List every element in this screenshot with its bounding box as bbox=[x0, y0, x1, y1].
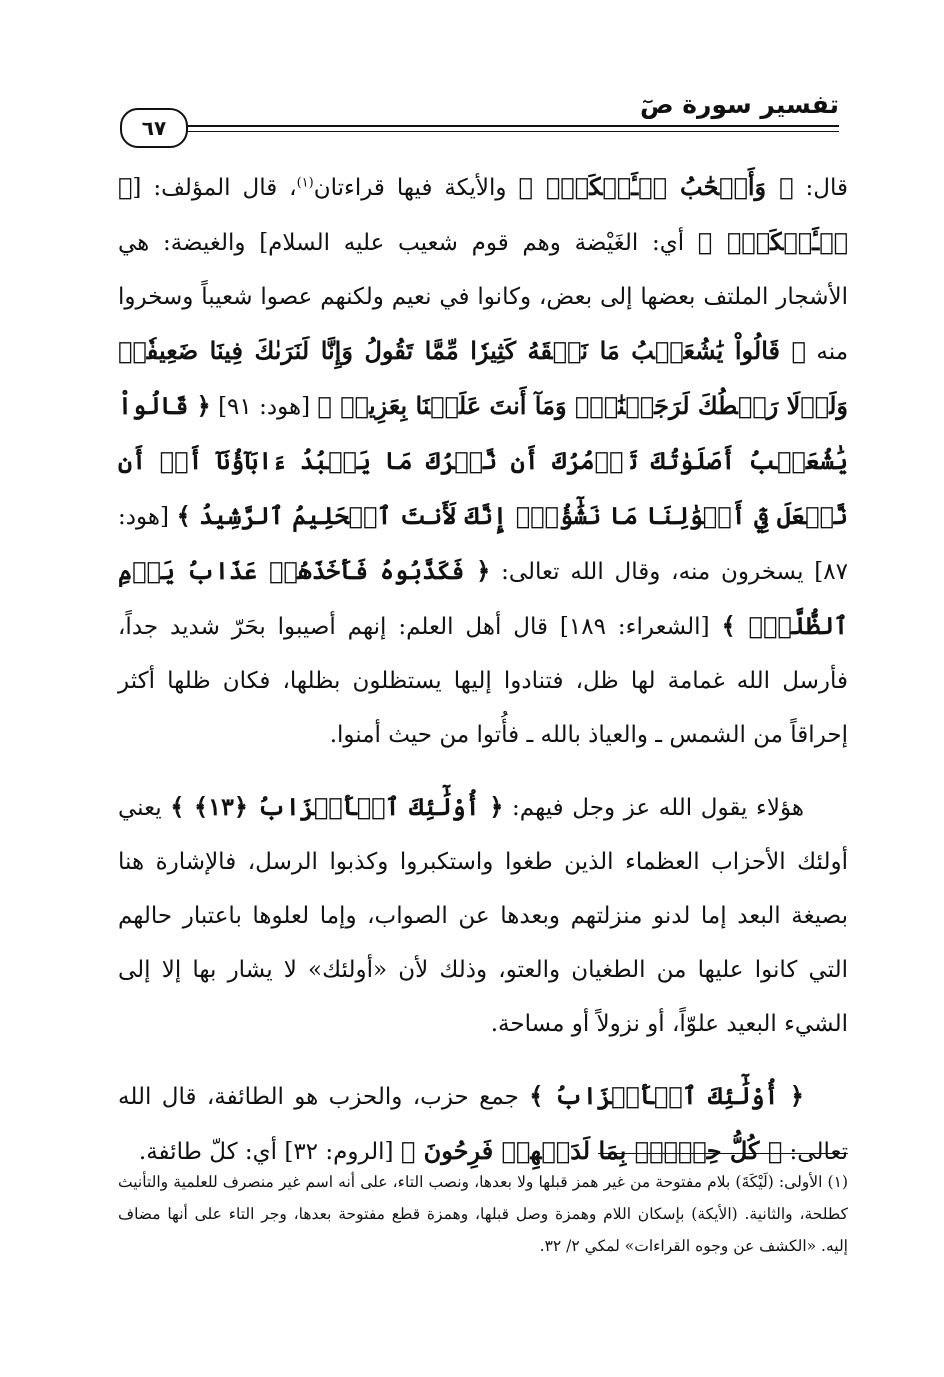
text-span: [الروم: ٣٢] أي: كلّ طائفة. bbox=[138, 1139, 401, 1165]
header-rule bbox=[182, 125, 839, 127]
text-span: أي: الغَيْضة وهم قوم شعيب عليه السلام] والغيضة: هي الأشجار الملتف بعضها إلى بعض، وكانوا في نعيم ولكنهم عصوا شعيباً وسخروا منه bbox=[118, 230, 849, 365]
quran-verse: ﴿ كُلُّ حِزۡبِۭ بِمَا لَدَيۡهِمۡ فَرِحُونَ ﴾ bbox=[400, 1136, 783, 1165]
header-rule-thin bbox=[182, 131, 839, 132]
quran-verse: ﴿ لۡـَٔيۡكَةِۚ ﴾ bbox=[118, 172, 849, 256]
paragraph-2 bbox=[118, 780, 848, 1051]
footnote: (١) الأولى: (لَيْكَةَ) بلام مفتوحة من غير همز قبلها ولا بعدها، ونصب التاء، على أنه اسم غير منصرف للعلمية والتأنيث كطلحة، والثانية. (الأيكة) بإسكان اللام وهمزة وصل قبلها، وهمزة قطع مفتوحة بعدها، وجر التاء على أنها مضاف إليه. «الكشف عن وجوه القراءات» لمكي ٢/ ٣٢. bbox=[118, 1173, 848, 1255]
page-number: ٦٧ bbox=[120, 108, 188, 148]
text-span: ، قال المؤلف: [ bbox=[132, 175, 297, 201]
paragraph-1 bbox=[118, 160, 848, 762]
paragraph-3 bbox=[118, 1069, 848, 1179]
verse-citation: [هود: ٩١] bbox=[210, 394, 318, 420]
quran-verse: ﴿ وَأَصۡحَٰبُ لۡـَٔيۡكَةِۚ ﴾ bbox=[518, 172, 794, 201]
quran-verse: ﴿ أُوْلَٰٓئِكَ ٱلۡأَحۡزَابُ ﴿١٣﴾ ﴾ bbox=[170, 792, 504, 821]
text-span: [هود: ٨٧] يسخرون منه، وقال الله تعالى: bbox=[118, 504, 848, 585]
quran-verse: ﴿ أُوْلَٰٓئِكَ ٱلۡأَحۡزَابُ ﴾ bbox=[529, 1081, 804, 1110]
running-title: تفسير سورة صٓ bbox=[639, 90, 839, 119]
text-span: هؤلاء يقول الله عز وجل فيهم: bbox=[503, 795, 804, 821]
text-span: جمع حزب، والحزب هو الطائفة، قال الله تعالى: bbox=[118, 1084, 848, 1165]
text-span: [الشعراء: ١٨٩] قال أهل العلم: إنهم أصيبوا بحَرّ شديد جداً، فأرسل الله غمامة لها ظل، فتنادوا إليها يستظلون بظلها، فكان ظلها أكثر إحراقاً من الشمس ـ والعياذ بالله ـ فأُتوا من حيث أمنوا. bbox=[118, 614, 848, 748]
text-span: والأيكة فيها قراءتان bbox=[313, 175, 519, 201]
quran-verse: ﴿ قَالُواْ يَٰشُعَيۡبُ أَصَلَوٰتُكَ تَأۡمُرُكَ أَن نَّتۡرُكَ مَا يَعۡبُدُ ءَابَآؤُنَآ أَوۡ أَن نَّفۡعَلَ فِيٓ أَمۡوَٰلِنَا مَا نَشَٰٓؤُاْۖ إِنَّكَ لَأَنتَ ٱلۡحَلِيمُ ٱلرَّشِيدُ ﴾ bbox=[118, 391, 848, 530]
page-header bbox=[120, 78, 839, 142]
text-span: يعني أولئك الأحزاب العظماء الذين طغوا واستكبروا وكذبوا الرسل، فالإشارة هنا بصيغة البعد إما لدنو منزلتهم وبعدها عن الصواب، وإما لعلوها باعتبار حالهم التي كانوا عليها من الطغيان والعتو، وذلك لأن «أولئك» لا يشار بها إلا إلى الشيء البعيد علوّاً، أو نزولاً أو مساحة. bbox=[118, 795, 848, 1037]
footnote-separator bbox=[598, 1153, 848, 1154]
main-text bbox=[118, 160, 848, 1179]
text-span: قال: bbox=[793, 175, 849, 201]
footnote-ref[interactable]: (١) bbox=[296, 175, 314, 191]
quran-verse: ﴿ فَكَذَّبُوهُ فَأَخَذَهُمۡ عَذَابُ يَوۡمِ ٱلظُّلَّةِۚ ﴾ bbox=[118, 556, 848, 640]
quran-verse: ﴿ قَالُواْ يَٰشُعَيۡبُ مَا نَفۡقَهُ كَثِيرٗا مِّمَّا تَقُولُ وَإِنَّا لَنَرَىٰكَ فِينَا ضَعِيفٗاۖ وَلَوۡلَا رَهۡطُكَ لَرَجَمۡنَٰكَۖ وَمَآ أَنتَ عَلَيۡنَا بِعَزِيزٖ ﴾ bbox=[118, 336, 848, 420]
